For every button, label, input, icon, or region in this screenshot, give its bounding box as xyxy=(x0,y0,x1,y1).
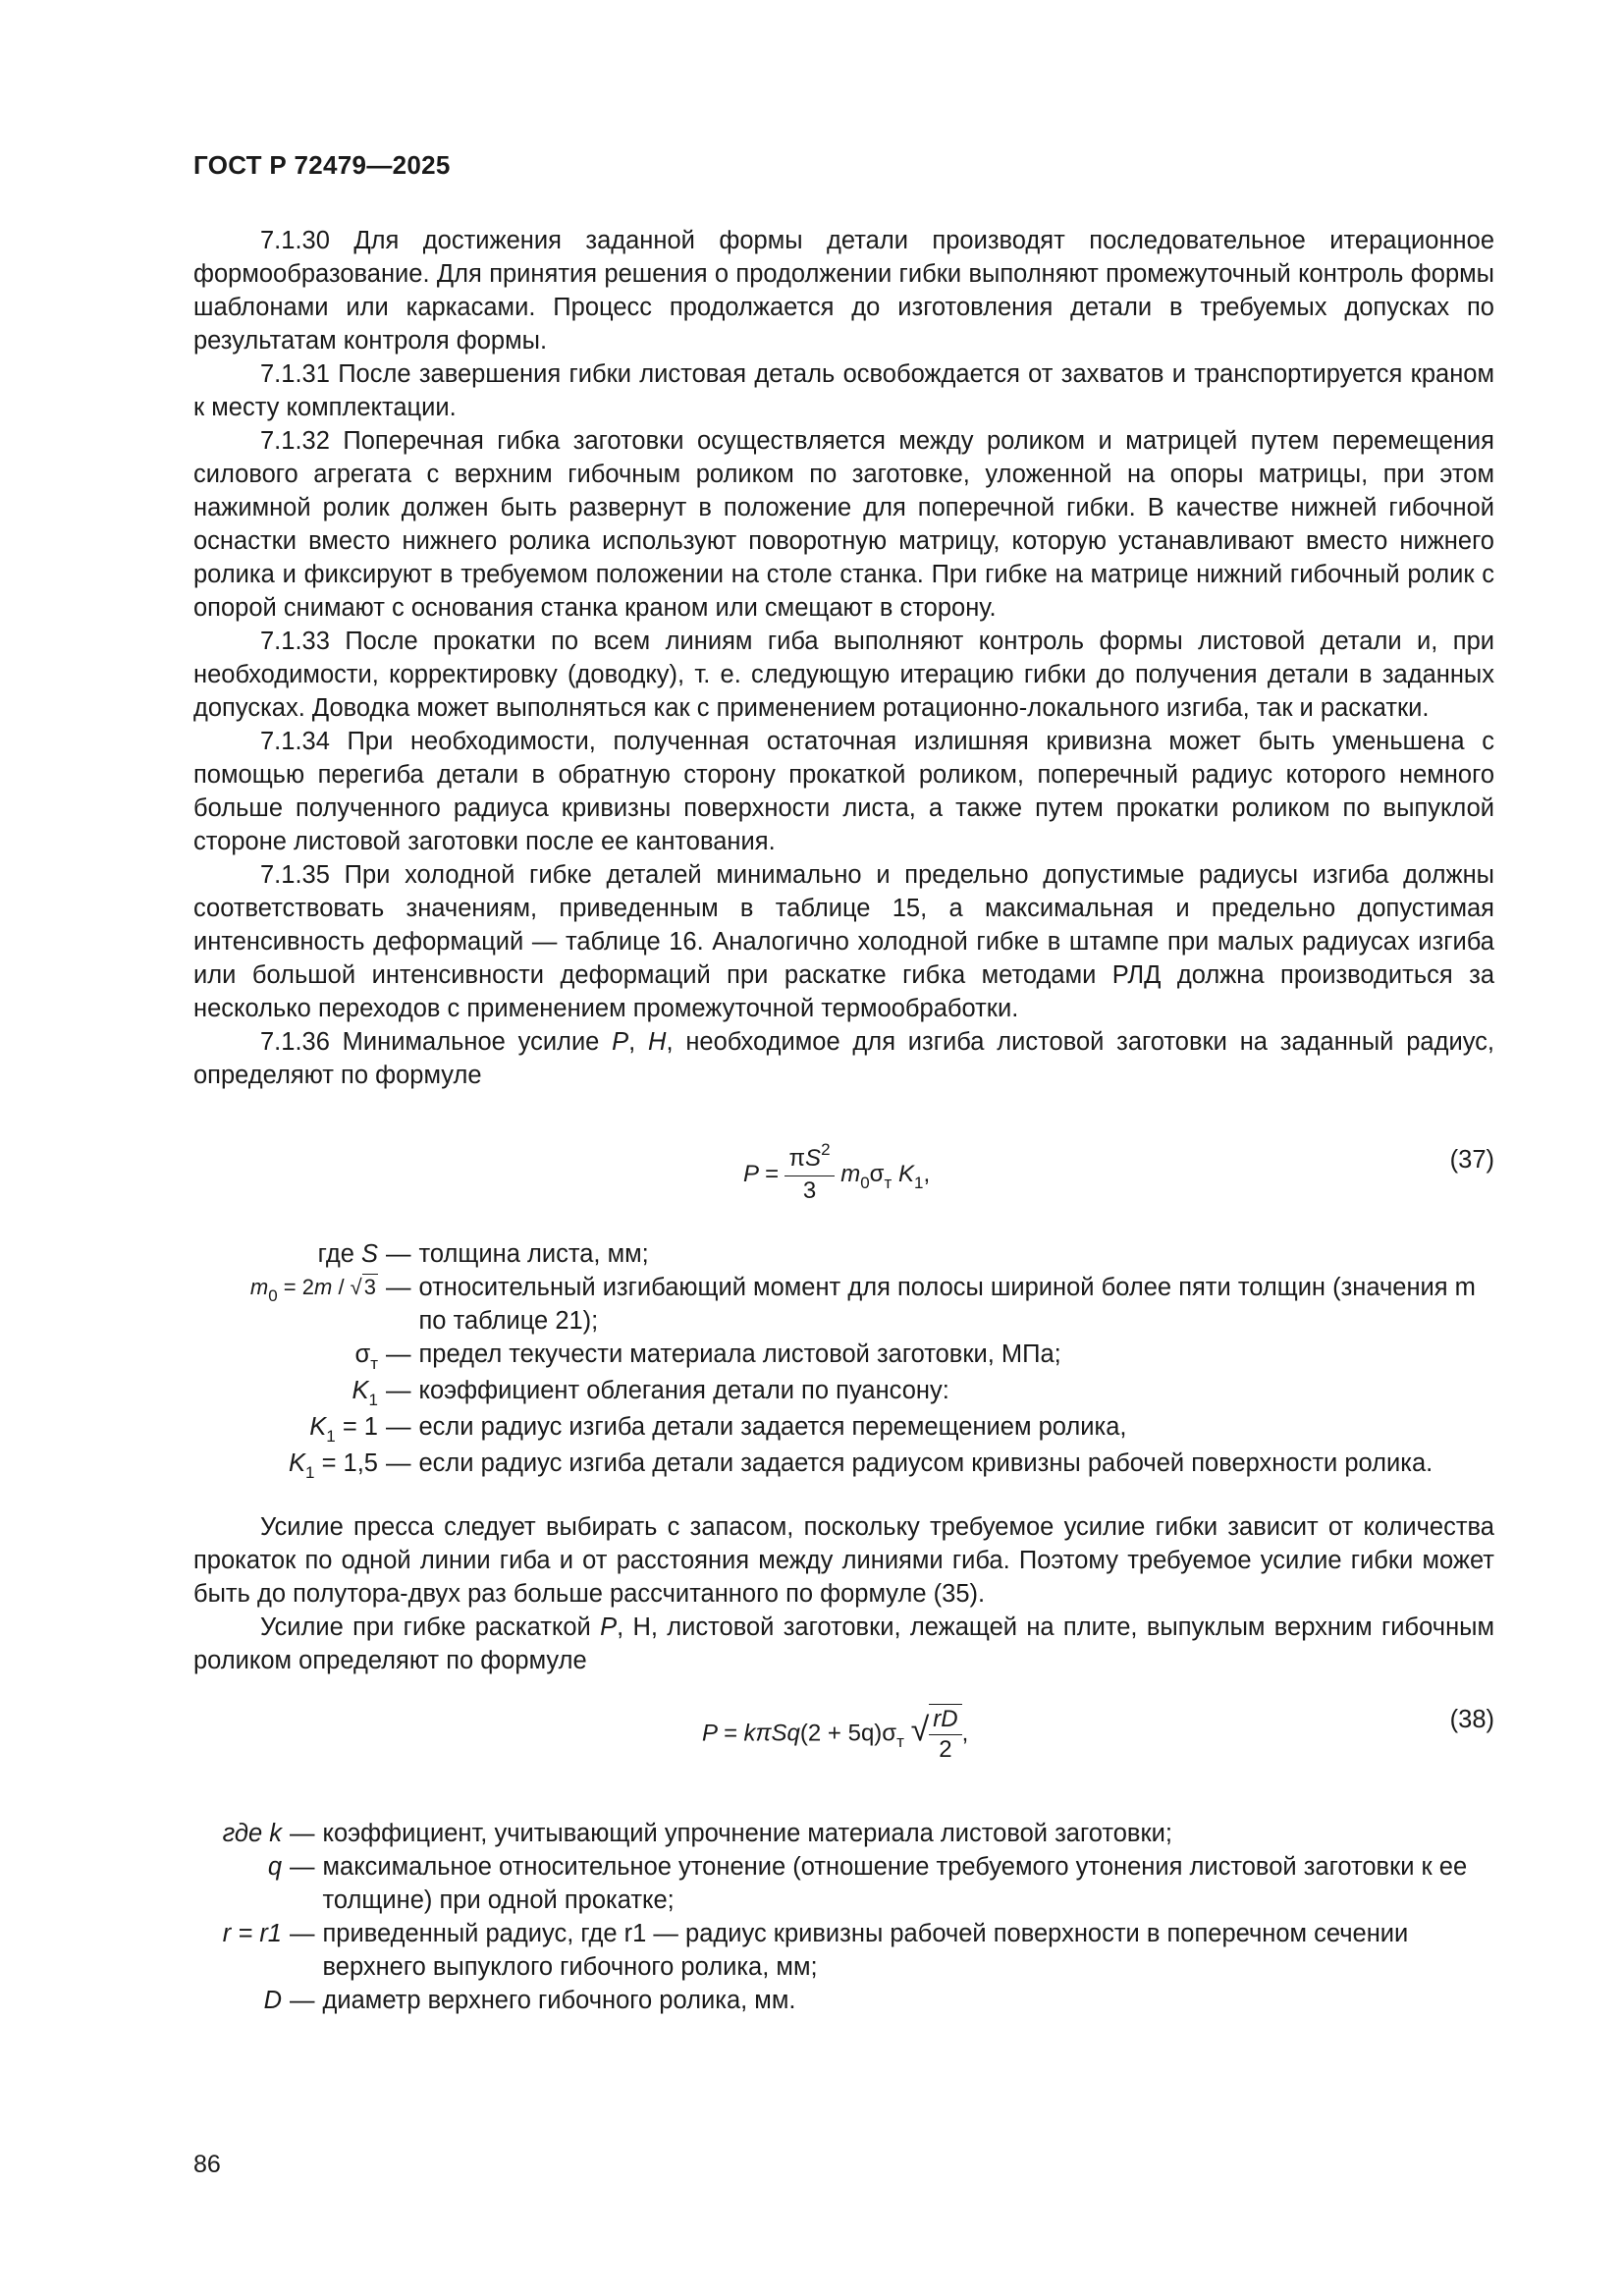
body-text-top xyxy=(193,224,1494,1092)
definition-row xyxy=(193,1917,1494,1984)
formula-37 xyxy=(743,1140,931,1206)
where-word: где xyxy=(317,1240,361,1268)
definition-row xyxy=(193,1447,1494,1483)
s-symbol: S xyxy=(805,1145,822,1172)
definition-dash: — xyxy=(386,1377,411,1404)
paragraph-rolling-force xyxy=(193,1611,1494,1677)
standard-header: ГОСТ Р 72479—2025 xyxy=(193,150,451,180)
definition-dash: — xyxy=(386,1449,411,1477)
formula-38-numerator: rD xyxy=(929,1705,961,1735)
definition-row xyxy=(193,1338,1494,1374)
m-symbol: m xyxy=(249,1275,269,1299)
definition-dash: — xyxy=(386,1274,411,1301)
formula-38-definitions xyxy=(193,1817,1494,2017)
paragraph-7-1-33: 7.1.33 После прокатки по всем линиям гиба выполняют контроль формы листовой детали и, при необходимости, корректировку (доводку), т. е. следующую итерацию гибки до получения детали в заданных допусках. Доводка может выполняться как с применением ротационно-локального изгиба, так и раскатки. xyxy=(193,628,1494,722)
symbol-p: P xyxy=(612,1028,629,1056)
exponent: 2 xyxy=(821,1140,831,1159)
definition-symbol: где k xyxy=(222,1820,282,1847)
p-force-prefix: Усилие при гибке раскаткой xyxy=(260,1613,601,1641)
p-force-suffix: , Н, листовой заготовки, лежащей на плите, выпуклым верхним гибочным роликом определяют по формуле xyxy=(193,1613,1495,1674)
definition-symbol xyxy=(193,1338,378,1374)
sqrt-symbol: √ xyxy=(910,1711,930,1749)
definition-symbol xyxy=(193,1447,378,1483)
paragraph-7-1-34: 7.1.34 При необходимости, полученная остаточная излишняя кривизна может быть уменьшена с помощью перегиба детали в обратную сторону прокаткой роликом, поперечный радиус которого немного больше полученного радиуса кривизны поверхности листа, а также путем прокатки роликом по выпуклой стороне листовой заготовки после ее кантования. xyxy=(193,728,1494,855)
p736-comma: , xyxy=(628,1028,649,1056)
k-symbol: K xyxy=(897,1160,914,1187)
m-subscript: 0 xyxy=(860,1173,870,1192)
definition-dash: — xyxy=(290,1853,315,1881)
definition-symbol xyxy=(193,1410,378,1447)
sigma-subscript: т xyxy=(884,1173,893,1192)
symbol-h: H xyxy=(648,1028,667,1056)
definition-dash: — xyxy=(386,1240,411,1268)
formula-38-fraction xyxy=(929,1704,961,1765)
sqrt-radicand: 3 xyxy=(363,1275,376,1299)
definition-symbol: r = r1 xyxy=(222,1920,282,1947)
page-number: 86 xyxy=(193,2151,221,2178)
p736-suffix: , необходимое для изгиба листовой заготовки на заданный радиус, определяют по формуле xyxy=(193,1028,1494,1089)
definition-dash: — xyxy=(290,1820,315,1847)
paragraph-7-1-32: 7.1.32 Поперечная гибка заготовки осуществляется между роликом и матрицей путем перемещения силового агрегата с верхним гибочным роликом по заготовке, уложенной на опоры матрицы, при этом нажимной ролик должен быть развернут в положение для поперечной гибки. В качестве нижней гибочной оснастки вместо нижнего ролика используют поворотную матрицу, которую устанавливают вместо нижнего ролика и фиксируют в требуемом положении на столе станка. При гибке на матрице нижний гибочный ролик с опорой снимают с основания станка краном или смещают в сторону. xyxy=(193,427,1494,622)
body-text-mid xyxy=(193,1510,1494,1677)
definition-dash: — xyxy=(290,1920,315,1947)
definition-text: диаметр верхнего гибочного ролика, мм. xyxy=(322,1987,796,2014)
definition-dash: — xyxy=(386,1340,411,1368)
sigma-symbol: σ xyxy=(882,1720,897,1747)
k-value: = 1 xyxy=(335,1413,378,1441)
definition-row xyxy=(193,1817,1494,1850)
k-subscript: 1 xyxy=(913,1173,924,1192)
formula-38-number: (38) xyxy=(1449,1706,1494,1733)
formula-38 xyxy=(702,1704,968,1765)
definition-symbol xyxy=(193,1374,378,1410)
formula-38-row xyxy=(193,1704,1494,1782)
k-subscript: 1 xyxy=(326,1427,336,1446)
definition-text: приведенный радиус, где r1 — радиус кривизны рабочей поверхности в поперечном сечении верхнего выпуклого гибочного ролика, мм; xyxy=(322,1920,1409,1981)
definition-text: коэффициент, учитывающий упрочнение материала листовой заготовки; xyxy=(322,1820,1172,1847)
definition-row xyxy=(193,1850,1494,1917)
formula-37-denominator: 3 xyxy=(802,1177,817,1204)
definition-row xyxy=(193,1410,1494,1447)
formula-38-lhs: P = kπSq xyxy=(702,1720,800,1747)
sigma-subscript: т xyxy=(370,1354,378,1373)
sigma-symbol: σ xyxy=(869,1160,885,1187)
symbol-p: P xyxy=(600,1613,618,1641)
paragraph-press-force: Усилие пресса следует выбирать с запасом, поскольку требуемое усилие гибки зависит от количества прокаток по одной линии гиба и от расстояния между линиями гиба. Поэтому требуемое усилие гибки может быть до полутора-двух раз больше рассчитанного по формуле (35). xyxy=(193,1513,1494,1608)
s-symbol: S xyxy=(360,1240,378,1268)
paragraph-7-1-35: 7.1.35 При холодной гибке деталей минимально и предельно допустимые радиусы изгиба должны соответствовать значениям, приведенным в таблице 15, а максимальная и предельно допустимая интенсивность деформаций — таблице 16. Аналогично холодной гибке в штампе при малых радиусах изгиба или большой интенсивности деформаций при раскатке гибка методами РЛД должна производиться за несколько переходов с применением промежуточной термообработки. xyxy=(193,861,1494,1022)
k-subscript: 1 xyxy=(368,1391,378,1409)
p736-prefix: 7.1.36 Минимальное усилие xyxy=(260,1028,613,1056)
sigma-subscript: т xyxy=(896,1732,904,1752)
definition-text: коэффициент облегания детали по пуансону: xyxy=(418,1377,949,1404)
definition-text: если радиус изгиба детали задается перемещением ролика, xyxy=(418,1413,1127,1441)
formula-37-comma: , xyxy=(923,1160,931,1187)
pi-symbol: π xyxy=(788,1145,806,1172)
definition-text: максимальное относительное утонение (отношение требуемого утонения листовой заготовки к ее толщине) при одной прокатке; xyxy=(322,1853,1468,1914)
definition-symbol-m0 xyxy=(193,1271,378,1338)
k-symbol: K xyxy=(352,1377,369,1404)
m0-equals: = 2 xyxy=(277,1275,314,1299)
m-subscript: 0 xyxy=(268,1286,278,1305)
definition-symbol: q xyxy=(267,1853,282,1881)
k-value: = 1,5 xyxy=(314,1449,378,1477)
sqrt-symbol: √ xyxy=(350,1275,362,1299)
definition-dash: — xyxy=(386,1413,411,1441)
sigma-symbol: σ xyxy=(354,1340,371,1368)
definition-text: если радиус изгиба детали задается радиусом кривизны рабочей поверхности ролика. xyxy=(418,1449,1434,1477)
formula-37-numerator xyxy=(784,1140,834,1176)
paragraph-7-1-36 xyxy=(193,1025,1494,1092)
definition-row xyxy=(193,1984,1494,2017)
definition-symbol: D xyxy=(263,1987,282,2014)
formula-37-fraction xyxy=(784,1140,834,1206)
definition-text: относительный изгибающий момент для полосы шириной более пяти толщин (значения m по таблице 21); xyxy=(418,1274,1476,1335)
m-symbol: m xyxy=(840,1160,861,1187)
paragraph-7-1-30: 7.1.30 Для достижения заданной формы детали производят последовательное итерационное формообразование. Для принятия решения о продолжении гибки выполняют промежуточный контроль формы шаблонами или каркасами. Процесс продолжается до изготовления детали в требуемых допусках по результатам контроля формы. xyxy=(193,227,1494,355)
formula-38-denominator: 2 xyxy=(939,1736,952,1763)
definition-dash: — xyxy=(290,1987,315,2014)
m-symbol: m xyxy=(314,1275,333,1299)
formula-37-number: (37) xyxy=(1449,1146,1494,1174)
formula-37-row xyxy=(193,1140,1494,1223)
slash: / xyxy=(332,1275,351,1299)
formula-38-comma: , xyxy=(961,1720,969,1747)
k-symbol: K xyxy=(289,1449,306,1477)
paragraph-7-1-31: 7.1.31 После завершения гибки листовая деталь освобождается от захватов и транспортируется краном к месту комплектации. xyxy=(193,360,1494,421)
k-symbol: K xyxy=(309,1413,327,1441)
k-subscript: 1 xyxy=(305,1463,315,1482)
formula-38-paren: (2 + 5q) xyxy=(799,1720,883,1747)
definition-row xyxy=(193,1374,1494,1410)
formula-37-lhs: P = xyxy=(743,1160,779,1187)
definition-row xyxy=(193,1237,1494,1271)
definition-text: толщина листа, мм; xyxy=(418,1240,649,1268)
formula-37-definitions xyxy=(193,1237,1494,1483)
definition-symbol xyxy=(193,1237,378,1271)
definition-row xyxy=(193,1271,1494,1338)
definition-text: предел текучести материала листовой заготовки, МПа; xyxy=(418,1340,1061,1368)
